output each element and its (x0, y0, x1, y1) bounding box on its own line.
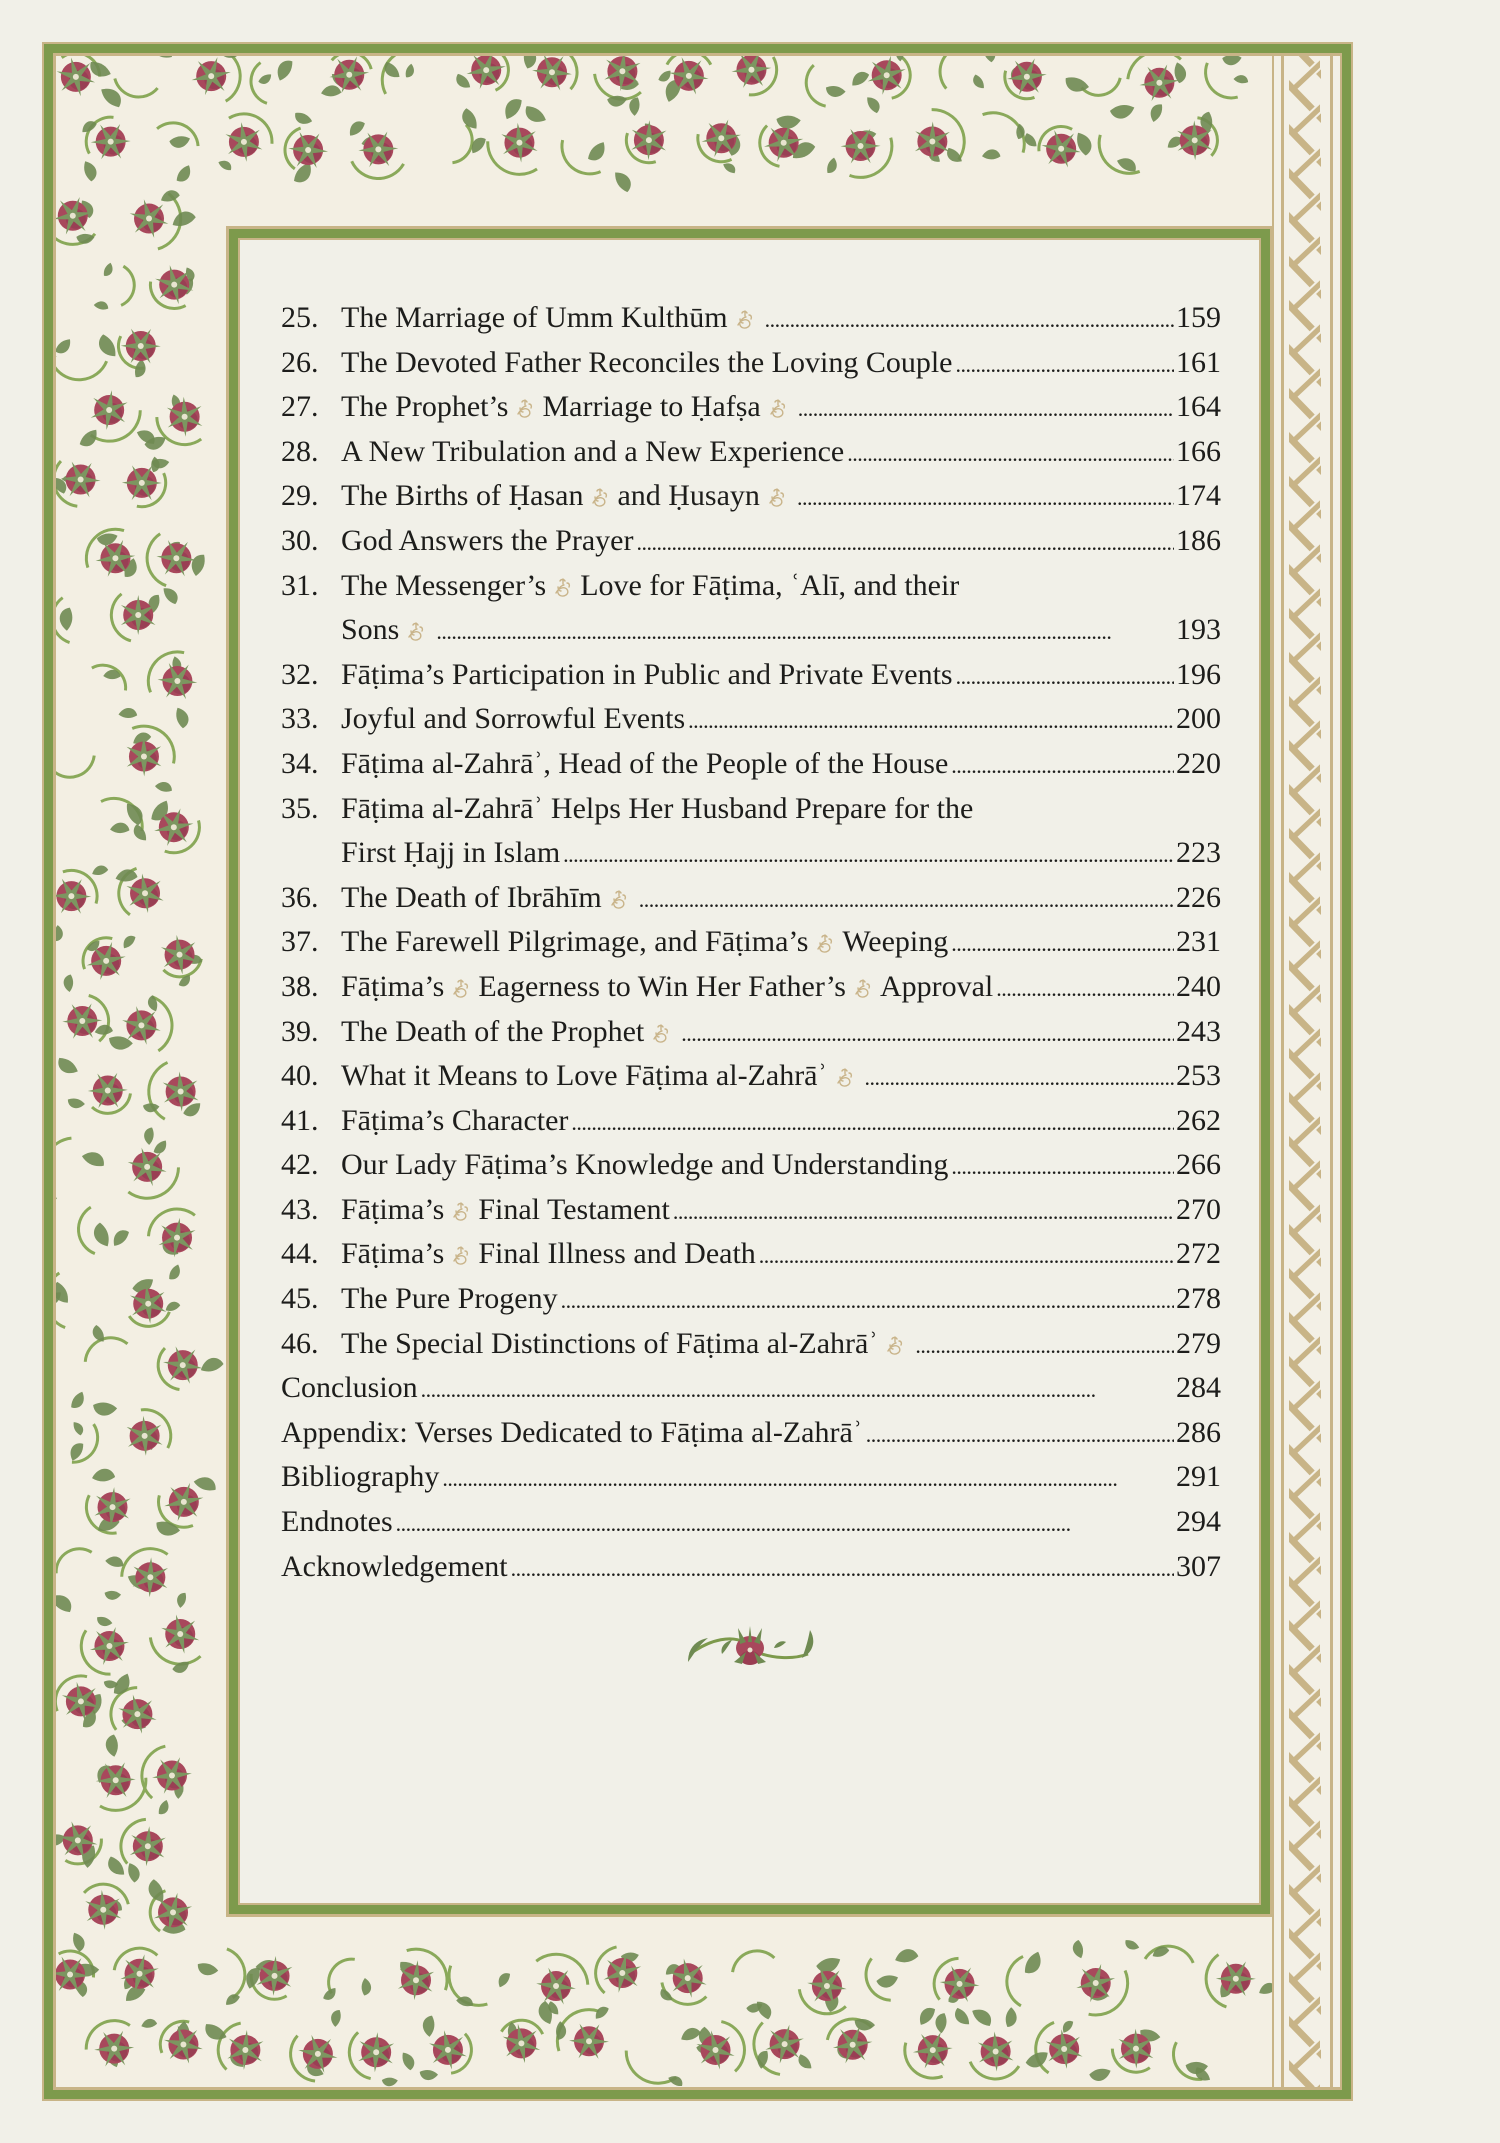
toc-entry-title (341, 1188, 670, 1233)
dot-leader (442, 1457, 1174, 1502)
toc-entry-title-wrap (341, 1143, 1176, 1190)
toc-entry[interactable] (281, 1099, 1221, 1144)
toc-entry-number: 32. (281, 657, 319, 691)
toc-entry-title-segment: The Marriage of Umm Kulthūm (341, 301, 728, 334)
toc-entry-title (341, 1010, 678, 1055)
toc-entry-page-number: 243 (1176, 1014, 1221, 1048)
toc-entry-title-segment: God Answers the Prayer (341, 523, 634, 557)
toc-entry-title-wrap (341, 697, 1176, 744)
toc-entry[interactable] (281, 965, 1221, 1010)
dot-leader (511, 1547, 1174, 1592)
dot-leader (421, 1368, 1174, 1413)
arabic-honorific-icon (852, 969, 874, 991)
toc-entry-title-wrap (341, 1054, 1176, 1101)
toc-entry[interactable] (281, 1010, 1221, 1055)
toc-entry-title-segment: Bibliography (281, 1460, 440, 1494)
toc-entry-title-segment: Fāṭima al-Zahrāʾ, Head of the People of the House (341, 746, 949, 780)
toc-entry-title (281, 1545, 508, 1590)
toc-entry-title (341, 831, 560, 876)
toc-entry[interactable] (281, 876, 1221, 921)
toc-entry-number: 29. (281, 479, 319, 513)
toc-entry-title-segment: The Special Distinctions of Fāṭima al-Zahrāʾ (341, 1326, 879, 1360)
dot-leader (951, 1145, 1174, 1190)
toc-entry-title-segment: What it Means to Love Fāṭima al-Zahrāʾ (341, 1059, 828, 1093)
toc-entry-title-segment: The Death of Ibrāhīm (341, 880, 602, 914)
toc-entry-title-wrap (341, 519, 1176, 566)
toc-entry-page-number: 161 (1176, 345, 1221, 379)
braid-border (1272, 56, 1340, 2087)
toc-entry-title (341, 920, 948, 965)
toc-entry-page-number: 166 (1176, 434, 1221, 468)
toc-entry-title-segment: Sons (341, 613, 400, 647)
toc-entry-title (341, 341, 953, 386)
toc-entry-number: 26. (281, 345, 319, 379)
toc-entry-number: 36. (281, 880, 319, 914)
toc-entry-page-number: 262 (1176, 1103, 1221, 1137)
toc-entry-title-wrap (341, 1188, 1176, 1235)
dot-leader (865, 1056, 1175, 1101)
arabic-honorific-icon (814, 924, 836, 946)
table-of-contents (281, 296, 1221, 1589)
toc-entry[interactable] (281, 1322, 1221, 1367)
toc-entry-number: 43. (281, 1192, 319, 1226)
toc-entry-line1 (281, 564, 1221, 609)
toc-entry-page-number: 164 (1176, 390, 1221, 424)
toc-entry-title-wrap (341, 1010, 1176, 1057)
arabic-honorific-icon (514, 389, 536, 411)
braid-icon (1285, 56, 1330, 2087)
toc-entry-title-wrap (281, 1545, 1176, 1592)
toc-entry-page-number: 193 (1176, 613, 1221, 647)
toc-entry-page-number: 253 (1176, 1059, 1221, 1093)
toc-entry[interactable] (281, 1366, 1221, 1411)
toc-entry-page-number: 159 (1176, 301, 1221, 334)
toc-entry-number: 34. (281, 746, 319, 780)
toc-entry-page-number: 223 (1176, 836, 1221, 870)
dot-leader (765, 298, 1174, 343)
toc-entry-number: 25. (281, 301, 319, 334)
dot-leader (956, 343, 1175, 388)
toc-entry[interactable] (281, 430, 1221, 475)
toc-entry-page-number: 196 (1176, 657, 1221, 691)
dot-leader (915, 1324, 1174, 1369)
toc-entry-title (341, 787, 973, 832)
toc-entry[interactable] (281, 831, 1221, 876)
toc-entry-title (341, 608, 433, 653)
toc-entry-title-wrap (341, 876, 1176, 923)
toc-entry-title-wrap (341, 1099, 1176, 1146)
toc-entry-title-segment: Endnotes (281, 1505, 393, 1539)
toc-entry-page-number: 174 (1176, 479, 1221, 513)
floral-vine-ornament-icon (682, 1618, 818, 1678)
arabic-honorific-icon (405, 612, 427, 634)
dot-leader (951, 922, 1174, 967)
toc-entry-title (341, 742, 948, 787)
toc-entry-number: 31. (281, 568, 319, 602)
toc-entry-title-wrap (281, 1411, 1176, 1458)
toc-entry[interactable] (281, 1277, 1221, 1322)
toc-entry-title-segment: Final Testament (478, 1192, 670, 1226)
toc-entry-page-number: 294 (1176, 1505, 1221, 1539)
toc-entry-title-segment: Love for Fāṭima, ʿAlī, and their (580, 568, 960, 602)
toc-entry-page-number: 270 (1176, 1192, 1221, 1226)
toc-entry-title-wrap (341, 341, 1176, 388)
toc-entry-page-number: 286 (1176, 1415, 1221, 1449)
toc-entry-title-wrap (341, 831, 1176, 878)
arabic-honorific-icon (589, 478, 611, 500)
toc-entry[interactable] (281, 296, 1221, 341)
toc-entry-title-wrap (341, 430, 1176, 477)
toc-entry[interactable] (281, 1054, 1221, 1099)
toc-entry[interactable] (281, 920, 1221, 965)
dot-leader (563, 833, 1174, 878)
toc-entry-title-wrap (341, 653, 1176, 700)
toc-entry-title-segment: Our Lady Fāṭima’s Knowledge and Understanding (341, 1148, 949, 1182)
toc-entry-page-number: 272 (1176, 1237, 1221, 1271)
arabic-honorific-icon (734, 300, 756, 322)
toc-entry-title (341, 1099, 568, 1144)
toc-entry-title (341, 1054, 862, 1099)
toc-entry-number: 33. (281, 702, 319, 736)
arabic-honorific-icon (450, 969, 472, 991)
toc-entry-title (281, 1411, 863, 1456)
toc-entry-title (341, 519, 633, 564)
toc-entry[interactable] (281, 385, 1221, 430)
toc-entry-number: 42. (281, 1148, 319, 1182)
dot-leader (797, 476, 1174, 521)
toc-entry[interactable] (281, 653, 1221, 698)
toc-entry-page-number: 307 (1176, 1549, 1221, 1583)
toc-entry-title-wrap (281, 1366, 1176, 1413)
toc-entry-title-wrap (341, 920, 1176, 967)
toc-entry-title (341, 1232, 756, 1277)
toc-entry-page-number: 266 (1176, 1148, 1221, 1182)
toc-entry[interactable] (281, 1188, 1221, 1233)
toc-entry-page-number: 291 (1176, 1460, 1221, 1494)
toc-entry-title (281, 1500, 393, 1545)
toc-entry-number: 35. (281, 791, 319, 825)
dot-leader (571, 1101, 1174, 1146)
toc-entry-title-segment: Joyful and Sorrowful Events (341, 702, 686, 736)
toc-entry-number: 28. (281, 434, 319, 468)
arabic-honorific-icon (552, 568, 574, 590)
toc-entry-title (341, 1143, 948, 1188)
toc-entry-title-segment: First Ḥajj in Islam (341, 836, 561, 870)
toc-entry-title-segment: Fāṭima’s (341, 969, 445, 1003)
toc-entry-title (281, 1455, 439, 1500)
arabic-honorific-icon (450, 1192, 472, 1214)
toc-entry-title-wrap (341, 296, 1176, 343)
dot-leader (951, 744, 1174, 789)
toc-entry-title (341, 1277, 558, 1322)
toc-entry-page-number: 231 (1176, 925, 1221, 959)
toc-entry-title-segment: Marriage to Ḥafṣa (542, 390, 761, 424)
toc-entry-title-segment: The Death of the Prophet (341, 1014, 645, 1048)
braid-right-line (1330, 56, 1333, 2087)
toc-entry[interactable] (281, 1232, 1221, 1277)
toc-entry-title (341, 697, 685, 742)
toc-entry-title (341, 564, 959, 609)
toc-entry-title-segment: Eagerness to Win Her Father’s (478, 969, 846, 1003)
arabic-honorific-icon (884, 1326, 906, 1348)
toc-entry-title (341, 474, 794, 519)
toc-entry[interactable] (281, 1500, 1221, 1545)
dot-leader (798, 387, 1174, 432)
toc-entry-page-number: 279 (1176, 1326, 1221, 1360)
dot-leader (866, 1413, 1174, 1458)
toc-entry-page-number: 220 (1176, 746, 1221, 780)
toc-entry-title-segment: Acknowledgement (281, 1549, 508, 1583)
toc-entry-number: 30. (281, 523, 319, 557)
toc-entry-title-wrap (341, 1277, 1176, 1324)
toc-entry-title-segment: Approval (879, 969, 994, 1003)
toc-entry-title-segment: Conclusion (281, 1371, 418, 1405)
toc-entry-page-number: 226 (1176, 880, 1221, 914)
dot-leader (636, 521, 1174, 566)
toc-entry-title-segment: and Ḥusayn (617, 479, 760, 513)
dot-leader (681, 1012, 1174, 1057)
arabic-honorific-icon (608, 880, 630, 902)
dot-leader (396, 1502, 1174, 1547)
toc-entry-title-segment: Final Illness and Death (478, 1237, 756, 1271)
toc-entry-title-wrap (341, 474, 1176, 521)
toc-entry-title-wrap (341, 965, 1176, 1012)
arabic-honorific-icon (767, 389, 789, 411)
toc-entry-number: 44. (281, 1237, 319, 1271)
toc-entry-title-segment: Fāṭima’s (341, 1237, 445, 1271)
toc-entry-title (341, 385, 795, 430)
toc-entry-number: 38. (281, 969, 319, 1003)
toc-entry-title (281, 1366, 418, 1411)
toc-entry-title-wrap (341, 1232, 1176, 1279)
toc-entry-title-wrap (281, 1500, 1176, 1547)
toc-entry[interactable] (281, 742, 1221, 787)
toc-entry-title-wrap (281, 1455, 1176, 1502)
dot-leader (956, 655, 1174, 700)
toc-entry-title (341, 430, 844, 475)
toc-entry[interactable] (281, 474, 1221, 519)
toc-entry-page-number: 240 (1176, 969, 1221, 1003)
toc-entry-title-segment: Fāṭima al-Zahrāʾ Helps Her Husband Prepare for the (341, 791, 974, 825)
braid-left-line (1281, 56, 1284, 2087)
arabic-honorific-icon (450, 1236, 472, 1258)
toc-entry[interactable] (281, 608, 1221, 653)
toc-entry-title-segment: The Prophet’s (341, 390, 509, 424)
dot-leader (847, 432, 1174, 477)
toc-entry-title (341, 876, 636, 921)
toc-entry-title-segment: The Pure Progeny (341, 1282, 558, 1316)
dot-leader (996, 967, 1174, 1012)
toc-entry-title-wrap (341, 385, 1176, 432)
toc-entry-title (341, 653, 953, 698)
toc-entry-title-wrap (341, 608, 1176, 655)
toc-entry-number: 41. (281, 1103, 319, 1137)
toc-entry[interactable] (281, 341, 1221, 386)
toc-entry-line1 (281, 787, 1221, 832)
toc-entry[interactable] (281, 1143, 1221, 1188)
toc-entry-title-segment: A New Tribulation and a New Experience (341, 434, 845, 468)
toc-entry-title (341, 1322, 912, 1367)
toc-entry[interactable] (281, 519, 1221, 564)
toc-entry-title-segment: Appendix: Verses Dedicated to Fāṭima al-Zahrāʾ (281, 1415, 863, 1449)
toc-entry-page-number: 200 (1176, 702, 1221, 736)
toc-entry-title-segment: The Messenger’s (341, 568, 547, 602)
dot-leader (759, 1234, 1174, 1279)
toc-entry-number: 37. (281, 925, 319, 959)
toc-entry[interactable] (281, 1455, 1221, 1500)
toc-entry-title-segment: Weeping (842, 925, 949, 959)
toc-entry-title (341, 296, 762, 341)
dot-leader (561, 1279, 1174, 1324)
toc-entry-number: 27. (281, 390, 319, 424)
toc-entry-title (341, 965, 993, 1010)
toc-entry-title-segment: The Devoted Father Reconciles the Loving Couple (341, 345, 953, 379)
dot-leader (436, 610, 1174, 655)
arabic-honorific-icon (766, 478, 788, 500)
toc-entry-number: 39. (281, 1014, 319, 1048)
arabic-honorific-icon (834, 1058, 856, 1080)
toc-entry-number: 45. (281, 1282, 319, 1316)
arabic-honorific-icon (650, 1014, 672, 1036)
dot-leader (639, 878, 1174, 923)
toc-entry-page-number: 284 (1176, 1371, 1221, 1405)
toc-entry-page-number: 278 (1176, 1282, 1221, 1316)
dot-leader (688, 699, 1174, 744)
toc-entry-title-segment: The Farewell Pilgrimage, and Fāṭima’s (341, 925, 809, 959)
toc-entry[interactable] (281, 1545, 1221, 1590)
toc-entry-number: 40. (281, 1059, 319, 1093)
toc-entry-title-segment: Fāṭima’s Character (341, 1103, 569, 1137)
toc-entry[interactable] (281, 697, 1221, 742)
dot-leader (673, 1190, 1174, 1235)
toc-entry-page-number: 186 (1176, 523, 1221, 557)
toc-entry-title-segment: Fāṭima’s (341, 1192, 445, 1226)
toc-entry-title-wrap (341, 1322, 1176, 1369)
toc-entry[interactable] (281, 1411, 1221, 1456)
toc-entry-title-segment: Fāṭima’s Participation in Public and Private Events (341, 657, 953, 691)
toc-entry-title-wrap (341, 742, 1176, 789)
toc-entry-number: 46. (281, 1326, 319, 1360)
toc-entry-title-segment: The Births of Ḥasan (341, 479, 584, 513)
